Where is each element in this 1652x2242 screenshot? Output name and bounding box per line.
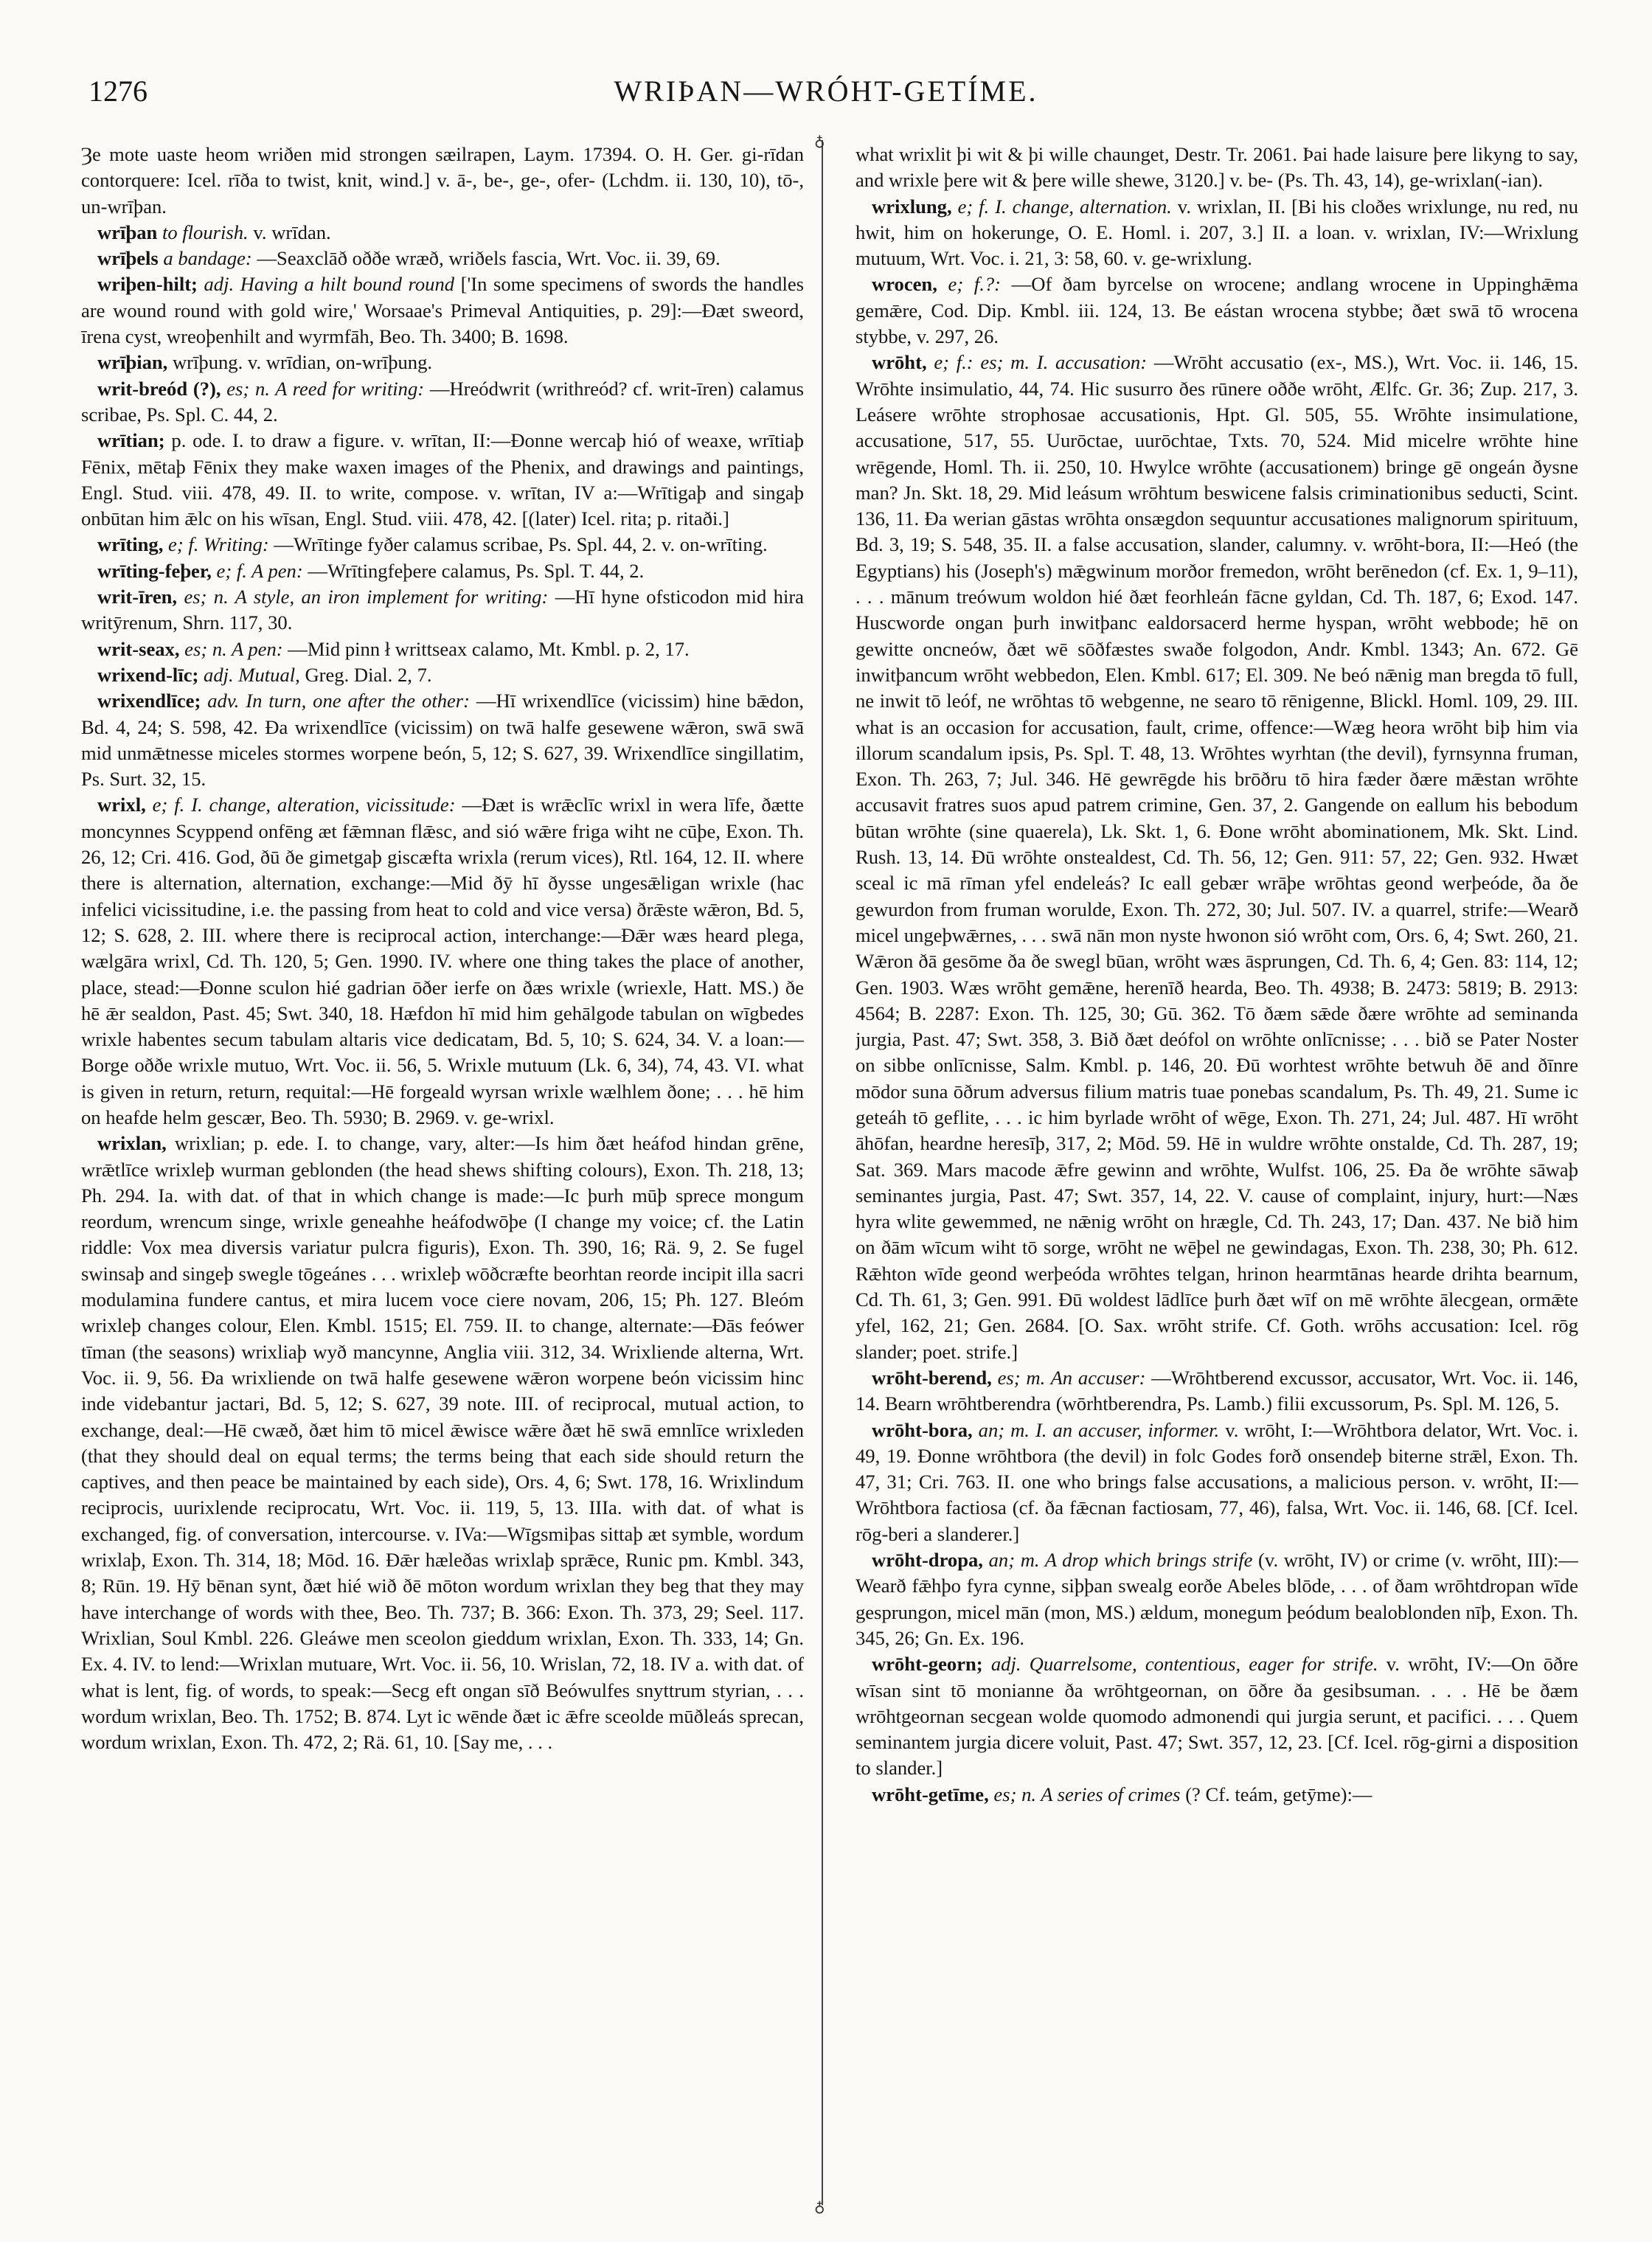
headword: wrixl, [97,794,146,816]
dictionary-entry [81,350,804,375]
entry-gloss: es; n. A series of crimes [993,1783,1181,1805]
entry-body: Greg. Dial. 2, 7. [305,663,432,686]
entry-gloss: e; f. I. change, alteration, vicissitude: [152,794,456,816]
dictionary-entry [856,1651,1578,1781]
divider-top-ornament: ♁ [814,133,825,150]
entry-body: p. ode. I. to draw a figure. v. wrītan, II:—Ðonne wercaþ hió of weaxe, wrītiaþ Fēnix, mētaþ Fēnix they make waxen images of the Phenix, and drawings and paintings, Engl. Stud. viii. 478, 49. II. to write, compose. v. wrītan, IV a:—Wrītigaþ and singaþ onbūtan him ǣlc on his wīsan, Engl. Stud. viii. 478, 42. [(later) Icel. rita; p. ritaði.] [81,429,804,530]
entry-gloss: adv. In turn, one after the other: [207,690,471,712]
dictionary-entry [81,271,804,350]
column-divider [822,140,823,2205]
dictionary-entry [856,1365,1578,1417]
headword: writ-breód (?), [97,377,221,400]
dictionary-entry [81,220,804,246]
entry-body: v. wrixlan, II. [Bi his cloðes wrixlunge, nu red, nu hwit, him on hokerunge, O. E. Homl. i. 207, 3.] II. a loan. v. wrixlan, IV:—Wrixlung mutuum, Wrt. Voc. i. 21, 3: 58, 60. v. ge-wrixlung. [856,195,1578,270]
entry-body: v. wrīdan. [253,221,331,243]
headword: wrixlan, [97,1132,167,1155]
headword: wrīting, [97,533,164,556]
entry-gloss: adj. Quarrelsome, contentious, eager for strife. [990,1653,1378,1676]
entry-gloss: es; n. A reed for writing: [226,377,425,400]
dictionary-entry [81,584,804,636]
headword: wrīþels [97,247,159,270]
headword: wrītian; [97,429,165,452]
headword: wrōht-berend, [872,1366,992,1389]
entry-gloss: e; f. A pen: [216,559,303,582]
divider-bottom-ornament: ♁ [814,2199,825,2215]
entry-gloss: e; f.: es; m. I. accusation: [934,351,1148,374]
headword: wrixendlīce; [97,690,201,712]
entry-body: —Wrōhtberend excussor, accusator, Wrt. Voc. ii. 146, 14. Bearn wrōhtberendra (wōrhtberendra, Ps. Lamb.) filii excussorum, Ps. Spl. M. 126, 5. [856,1366,1578,1415]
dictionary-entry [81,1131,804,1755]
entry-gloss: adj. Mutual, [204,663,300,686]
dictionary-entry [81,532,804,558]
headword: wrīþan [97,221,158,243]
dictionary-entry [81,558,804,584]
entry-body: —Wrōht accusatio (ex-, MS.), Wrt. Voc. ii. 146, 15. Wrōhte insimulatio, 44, 74. Hic susurro ðes rūnere oððe wrōht, Ælfc. Gr. 36; Zup. 217, 3. Leásere wrōhte strophosae accusationis, Hpt. Gl. 505, 55. Wrōhte insimulatione, accusatione, 517, 55. Uurōctae, uurōchtae, Txts. 70, 524. Mid micelre wrōhte hine wrēgende, Homl. Th. ii. 250, 10. Hwylce wrōhte (accusationem) bringe gē ongeán ðysne man? Jn. Skt. 18, 29. Mid leásum wrōhtum beswicene falsis criminationibus seducti, Scint. 136, 11. Ða werian gāstas wrōhta onsægdon sequuntur accusationes malignorum spirituum, Bd. 3, 19; S. 548, 35. II. a false accusation, slander, calumny. v. wrōht-bora, II:—Heó (the Egyptians) his (Joseph's) mǣgwinum morðor fremedon, wrōht berēnedon (cf. Ex. 1, 9–11), . . . mānum treówum woldon hié ðæt feorhleán fācne gyldan, Cd. Th. 187, 6; Exod. 147. Huscworde ongan þurh inwitþanc ealdorsacerd herme hyspan, wrōht webbode; hē on gewitte oncneów, ðæt wē sōðfæstes swaðe folgodon, Andr. Kmbl. 1343; An. 672. Gē inwitþancum wrōht webbedon, Elen. Kmbl. 617; El. 309. Ne beó nǣnig man bregda tō full, ne inwit tō leóf, ne wrōhtas tō webgenne, ne searo tō rēnigenne, Blickl. Homl. 109, 29. III. what is an occasion for accusation, fault, crime, offence:—Wæg heora wrōht biþ him via illorum scandalum ipsis, Ps. Spl. T. 48, 13. Wrōhtes wyrhtan (the devil), fyrnsynna fruman, Exon. Th. 263, 7; Jul. 346. Hē gewrēgde his brōðru tō hira fæder ðære mǣstan wrōhte accusavit fratres suos apud patrem crimine, Gen. 37, 2. Gangende on eallum his bebodum būtan wrōhte (sine quaerela), Lk. Skt. 1, 6. Ðone wrōht abominationem, Mk. Skt. Lind. Rush. 13, 14. Ðū wrōhte onstealdest, Cd. Th. 56, 12; Gen. 911: 57, 22; Gen. 932. Hwæt sceal ic mā rīman yfel endeleás? Ic eall gebær wrāþe wrōhtas geond werþeóde, ða ðe gewurdon from fruman worulde, Exon. Th. 272, 30; Jul. 507. IV. a quarrel, strife:—Wearð micel ungeþwǣrnes, . . . swā nān mon nyste hwonon sió wrōht com, Ors. 6, 4; Swt. 260, 21. Wǣron ðā gesōme ða ðe swegl būan, wrōht wæs āsprungen, Cd. Th. 6, 4; Gen. 83: 114, 12; Gen. 1903. Wæs wrōht gemǣne, herenīð hearda, Beo. Th. 4938; B. 2473: 5819; B. 2913: 4564; B. 2287: Exon. Th. 125, 30; Gū. 362. Tō ðæm sǣde ðære wrōhte ad seminanda jurgia, Past. 47; Swt. 358, 3. Bið ðæt deófol on wrōhte onlīcnisse; . . . bið se Pater Noster on sibbe onlīcnisse, Salm. Kmbl. p. 146, 20. Ðū worhtest wrōhte betwuh ðē and ðīnre mōdor suna ōðrum adversus filium matris tuae ponebas scandalum, Ps. Th. 49, 21. Sume ic geteáh tō geflite, . . . ic him byrlade wrōht of wēge, Exon. Th. 271, 24; Jul. 487. Hī wrōht āhōfan, heardne heresīþ, 317, 2; Mōd. 59. Hē in wuldre wrōhte onstalde, Cd. Th. 287, 19; Sat. 369. Mars macode ǣfre gewinn and wrōhte, Wulfst. 106, 25. Ða ðe wrōhte sāwaþ seminantes jurgia, Past. 47; Swt. 357, 14, 22. V. cause of complaint, injury, hurt:—Næs hyra wlite gewemmed, ne nǣnig wrōht on hrægle, Cd. Th. 243, 17; Dan. 437. Ne bið him on ðām wīcum wiht tō sorge, wrōht ne wēþel ne gewindagas, Exon. Th. 238, 30; Ph. 612. Rǣhton wīde geond werþeóda wrōhtes telgan, hrinon hearmtānas hearde drihta bearnum, Cd. Th. 61, 3; Gen. 991. Ðū woldest lādlīce þurh ðæt wīf on mē wrōhte ālecgean, ormǣte yfel, 162, 21; Gen. 2684. [O. Sax. wrōht strife. Cf. Goth. wrōhs accusation: Icel. rōg slander; poet. strife.] [856,351,1578,1363]
page-number: 1276 [88,74,148,108]
entry-body: —Seaxclāð oððe wræð, wriðels fascia, Wrt. Voc. ii. 39, 69. [257,247,721,270]
column-right [856,142,1578,2205]
dictionary-entry [856,271,1578,350]
entry-gloss: es; n. A style, an iron implement for writing: [184,586,549,608]
entry-body: —Hī hyne ofsticodon mid hira writȳrenum, Shrn. 117, 30. [81,586,804,634]
running-head: WRIÞAN—WRÓHT-GETÍME. [614,74,1038,108]
dictionary-entry [81,792,804,1131]
entry-gloss: to flourish. [162,221,249,243]
dictionary-entry [856,350,1578,1365]
entry-gloss: es; n. A pen: [184,637,283,660]
entry-body: ['In some specimens of swords the handles are wound round with gold wire,' Worsaae's Primeval Antiquities, p. 29]:—Ðæt sweord, īrena cyst, wreoþenhilt and wyrmfāh, Beo. Th. 3400; B. 1698. [81,273,804,348]
entry-body: what wrixlit þi wit & þi wille chaunget, Destr. Tr. 2061. Þai hade laisure þere likyng to say, and wrixle þere wit & þere wille shewe, 3120.] v. be- (Ps. Th. 43, 14), ge-wrixlan(-ian). [856,143,1578,192]
entry-gloss: e; f.?: [948,273,1001,296]
entry-body: —Mid pinn ł writtseax calamo, Mt. Kmbl. p. 2, 17. [288,637,690,660]
entry-body: Ȝe mote uaste heom wriðen mid strongen sæilrapen, Laym. 17394. O. H. Ger. gi-rīdan contorquere: Icel. rīða to twist, knit, wind.] v. ā-, be-, ge-, ofer- (Lchdm. ii. 130, 10), tō-, un-wrīþan. [81,143,804,218]
entry-body: wrīþung. v. wrīdian, on-wrīþung. [172,351,433,374]
entry-body: v. wrōht, IV:—On ōðre wīsan sint tō monianne ða wrōhtgeornan, on ōðre ða gesibsuman. . . . Hē be ðæm wrōhtgeornan secgean wolde quomodo admonendi qui jurgia serunt, et pacifici. . . . Quem seminantem jurgia dicere voluit, Past. 47; Swt. 357, 12, 23. [Cf. Icel. rōg-girni a disposition to slander.] [856,1653,1578,1780]
entry-gloss: a bandage: [163,247,252,270]
headword: wrīþian, [97,351,168,374]
dictionary-entry [81,662,804,688]
entry-body: (v. wrōht, IV) or crime (v. wrōht, III):—Wearð fǣhþo fyra cynne, siþþan swealg eorðe Abeles blōde, . . . of ðam wrōhtdropan wīde gesprungon, micel mān (mon, MS.) ældum, monegum þeódum bealoblonden nīþ, Exon. Th. 345, 26; Gn. Ex. 196. [856,1549,1578,1649]
dictionary-entry [856,1547,1578,1651]
entry-body: —Wrītingfeþere calamus, Ps. Spl. T. 44, 2. [308,559,645,582]
dictionary-entry [81,688,804,792]
entry-gloss: e; f. Writing: [168,533,269,556]
headword: wrīting-feþer, [97,559,212,582]
headword: wriþen-hilt; [97,273,198,296]
headword: writ-seax, [97,637,180,660]
entry-body: —Ðæt is wrǣclīc wrixl in wera līfe, ðætte moncynnes Scyppend onfēng æt fǣmnan flǣsc, and sió wǣre friga wiht ne cūþe, Exon. Th. 26, 12; Cri. 416. God, ðū ðe gimetgaþ giscæfta wrixla (rerum vices), Rtl. 164, 12. II. where there is alternation, alternation, exchange:—Mid ðȳ hī ðysse ungesǣligan wrixle (hac infelici vicissitudine, i.e. the passing from heat to cold and vice versa) ðrǣste wǣron, Bd. 5, 12; S. 628, 2. III. where there is reciprocal action, interchange:—Ðǣr wæs heard plega, wælgāra wrixl, Cd. Th. 120, 5; Gen. 1990. IV. where one thing takes the place of another, place, stead:—Ðonne sculon hié gadrian ōðer ierfe on ðæs wrixle (wriexle, Hatt. MS.) ðe hē ǣr sealdon, Past. 45; Swt. 340, 18. Hæfdon hī mid him gehālgode tabulan on wīgbedes wrixle habentes secum tabulam altaris vice dedicatam, Bd. 5, 10; S. 624, 34. V. a loan:—Borge oððe wrixle mutuo, Wrt. Voc. ii. 56, 5. Wrixle mutuum (Lk. 6, 34), 74, 43. VI. what is given in return, return, requital:—Hē forgeald wyrsan wrixle wælhlem ðone; . . . hē him on heafde helm gescær, Beo. Th. 5930; B. 2969. v. ge-wrixl. [81,794,804,1128]
entry-body: —Hreódwrit (writhreód? cf. writ-īren) calamus scribae, Ps. Spl. C. 44, 2. [81,377,804,426]
dictionary-entry [81,142,804,220]
entry-body: —Hī wrixendlīce (vicissim) hine bǣdon, Bd. 4, 24; S. 598, 42. Ða wrixendlīce (vicissim) on twā halfe gesewene wǣron, swā swā mid unmǣtnesse miceles stormes worpene beón, 5, 12; S. 627, 39. Wrixendlīce singillatim, Ps. Surt. 32, 15. [81,690,804,791]
dictionary-entry [856,1782,1578,1808]
entry-gloss: e; f. I. change, alternation. [957,195,1172,218]
dictionary-entry [81,636,804,662]
headword: wrōht, [872,351,927,374]
column-left [81,142,804,2205]
dictionary-entry [81,376,804,428]
headword: wrocen, [872,273,937,296]
dictionary-entry [81,246,804,271]
headword: wrōht-dropa, [872,1549,983,1572]
headword: wrōht-getīme, [872,1783,989,1805]
entry-gloss: an; m. A drop which brings strife [988,1549,1253,1572]
entry-gloss: es; m. An accuser: [997,1366,1146,1389]
headword: wrōht-georn; [872,1653,983,1676]
entry-body: —Wrītinge fyðer calamus scribae, Ps. Spl. 44, 2. v. on-wrīting. [274,533,768,556]
dictionary-entry [856,194,1578,272]
dictionary-entry [81,428,804,532]
headword: writ-īren, [97,586,178,608]
entry-body: (? Cf. teám, getȳme):— [1185,1783,1372,1805]
entry-body: wrixlian; p. ede. I. to change, vary, alter:—Is him ðæt heáfod hindan grēne, wrǣtlīce wrixleþ wurman geblonden (the head shews shifting colours), Exon. Th. 218, 13; Ph. 294. Ia. with dat. of that in which change is made:—Ic þurh mūþ sprece mongum reordum, wrencum singe, wrixle geneahhe heáfodwōþe (I change my voice; cf. the Latin riddle: Vox mea diversis variatur pulcra figuris), Exon. Th. 390, 16; Rä. 9, 2. Se fugel swinsaþ and singeþ swegle tōgeánes . . . wrixleþ wōðcræfte beorhtan reorde incipit illa sacri modulamina fundere cantus, et mira lucem voce ciere novam, 206, 15; Ph. 127. Bleóm wrixleþ changes colour, Elen. Kmbl. 1515; El. 759. II. to change, alternate:—Ðās feówer tīman (the seasons) wrixliaþ wyð mancynne, Anglia viii. 312, 34. Wrixliende alterna, Wrt. Voc. ii. 9, 56. Ða wrixliende on twā halfe gesewene wǣron worpene beón vicissim hinc inde videbantur jactari, Bd. 5, 12; S. 627, 39 note. III. of reciprocal, mutual action, to exchange, deal:—Hē cwæð, ðæt him tō micel ǣwisce wǣre ðæt hē swā emnlīce wrixleden (that they should deal on equal terms; the terms being that each side should return the captives, and then peace be maintained by each side), Ors. 4, 6; Swt. 178, 16. Wrixlindum reciprocis, uurixlende reciprocatu, Wrt. Voc. ii. 119, 5, 13. IIIa. with dat. of what is exchanged, fig. of conversation, intercourse. v. IVa:—Wīgsmiþas sittaþ æt symble, wordum wrixlaþ, Exon. Th. 314, 18; Mōd. 16. Ðǣr hæleðas wrixlaþ sprǣce, Runic pm. Kmbl. 343, 8; Rūn. 19. Hȳ bēnan synt, ðæt hié wið ðē mōton wordum wrixlan they beg that they may have interchange of words with thee, Beo. Th. 737; B. 366: Exon. Th. 373, 29; Seel. 117. Wrixlian, Soul Kmbl. 226. Gleáwe men sceolon gieddum wrixlan, Exon. Th. 333, 14; Gn. Ex. 4. IV. to lend:—Wrixlan mutuare, Wrt. Voc. ii. 56, 10. Wrislan, 72, 18. IV a. with dat. of what is lent, fig. of words, to speak:—Secg eft ongan sīð Beówulfes snyttrum styrian, . . . wordum wrixlan, Beo. Th. 1752; B. 874. Lyt ic wēnde ðæt ic ǣfre sceolde mūðleás sprecan, wordum wrixlan, Exon. Th. 472, 2; Rä. 61, 10. [Say me, . . . [81,1132,804,1754]
headword: wrōht-bora, [872,1418,973,1441]
dictionary-entry [856,142,1578,194]
entry-gloss: adj. Having a hilt bound round [204,273,455,296]
headword: wrixlung, [872,195,952,218]
headword: wrixend-līc; [97,663,199,686]
entry-body: —Of ðam byrcelse on wrocene; andlang wrocene in Uppinghǣma gemǣre, Cod. Dip. Kmbl. iii. 124, 13. Be eástan wrocena stybbe; ðæt swā tō wrocena stybbe, v. 297, 26. [856,273,1578,348]
entry-gloss: an; m. I. an accuser, informer. [978,1418,1220,1441]
entry-body: v. wrōht, I:—Wrōhtbora delator, Wrt. Voc. i. 49, 19. Ðonne wrōhtbora (the devil) in folc Godes forð onsendeþ biterne strǣl, Exon. Th. 47, 31; Cri. 763. II. one who brings false accusations, a malicious person. v. wrōht, II:—Wrōhtbora factiosa (cf. ða fǣcnan factiosam, 77, 46), falsa, Wrt. Voc. ii. 146, 68. [Cf. Icel. rōg-beri a slanderer.] [856,1418,1578,1545]
dictionary-entry [856,1417,1578,1547]
